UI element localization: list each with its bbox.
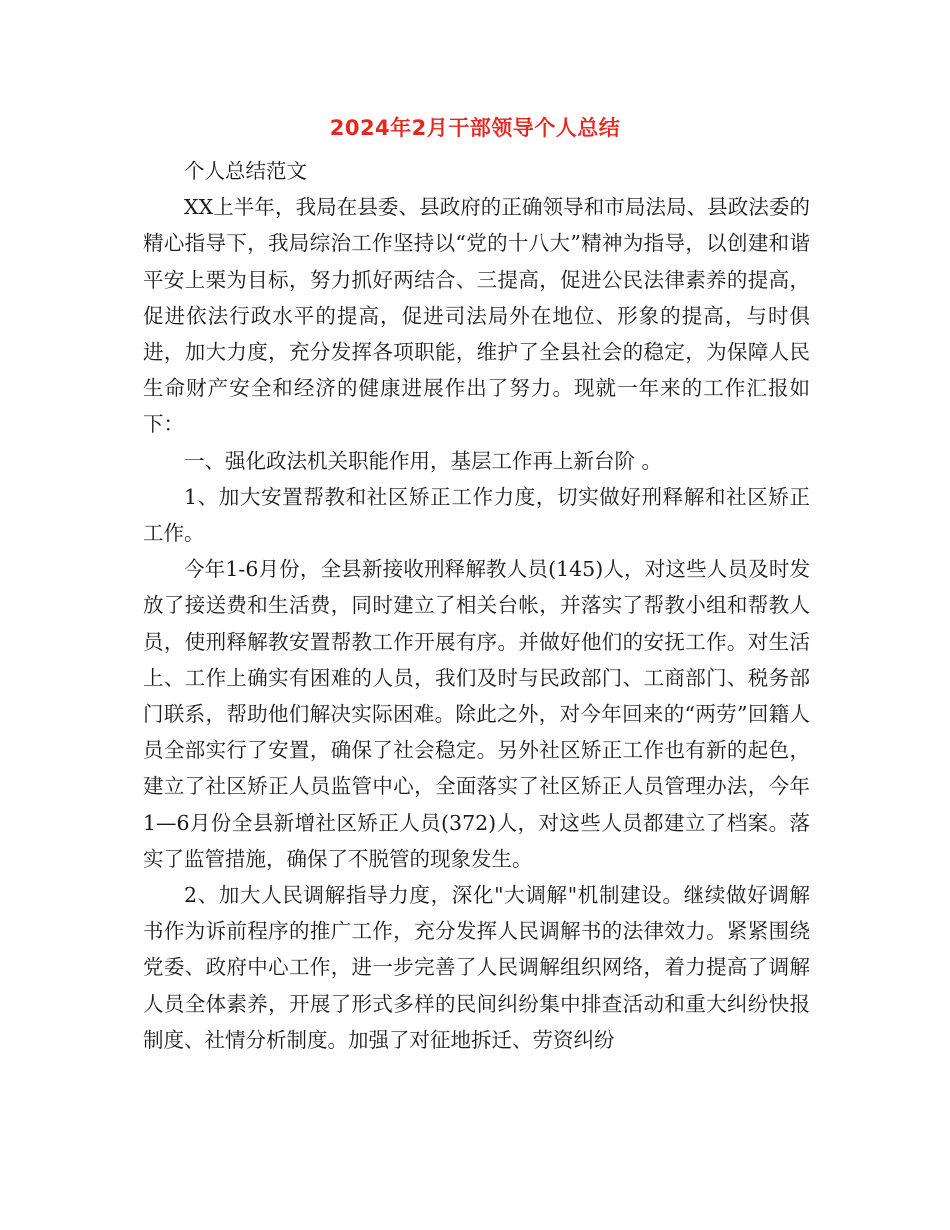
document-body (143, 153, 810, 1058)
paragraph-subtitle: 个人总结范文 (184, 159, 307, 183)
document-title: 2024年2月干部领导个人总结 (329, 116, 621, 140)
paragraph-item-2: 2、加大人民调解指导力度，深化"大调解"机制建设。继续做好调解书作为诉前程序的推广工作，充分发挥人民调解书的法律效力。紧紧围绕党委、政府中心工作，进一步完善了人民调解组织网络，着力提高了调解人员全体素养，开展了形式多样的民间纠纷集中排查活动和重大纠纷快报制度、社情分析制度。加强了对征地拆迁、劳资纠纷 (143, 883, 810, 1052)
paragraph-item-1: 1、加大安置帮教和社区矫正工作力度，切实做好刑释解和社区矫正工作。 (143, 484, 810, 546)
paragraph-section-heading: 一、强化政法机关职能作用，基层工作再上新台阶 。 (184, 448, 663, 473)
paragraph-intro: XX上半年，我局在县委、县政府的正确领导和市局法局、县政法委的精心指导下，我局综治工作坚持以“党的十八大”精神为指导，以创建和谐平安上栗为目标，努力抓好两结合、三提高，促进公民法律素养的提高，促进依法行政水平的提高，促进司法局外在地位、形象的提高，与时俱进，加大力度，充分发挥各项职能，维护了全县社会的稳定，为保障人民生命财产安全和经济的健康进展作出了努力。现就一年来的工作汇报如下： (143, 195, 810, 437)
paragraph-item-1-detail: 今年1-6月份，全县新接收刑释解教人员(145)人，对这些人员及时发放了接送费和生活费，同时建立了相关台帐，并落实了帮教小组和帮教人员，使刑释解教安置帮教工作开展有序。并做好他们的安抚工作。对生活上、工作上确实有困难的人员，我们及时与民政部门、工商部门、税务部门联系，帮助他们解决实际困难。除此之外，对今年回来的“两劳”回籍人员全部实行了安置，确保了社会稳定。另外社区矫正工作也有新的起色，建立了社区矫正人员监管中心，全面落实了社区矫正人员管理办法，今年1—6月份全县新增社区矫正人员(372)人，对这些人员都建立了档案。落实了监管措施，确保了不脱管的现象发生。 (143, 557, 810, 871)
